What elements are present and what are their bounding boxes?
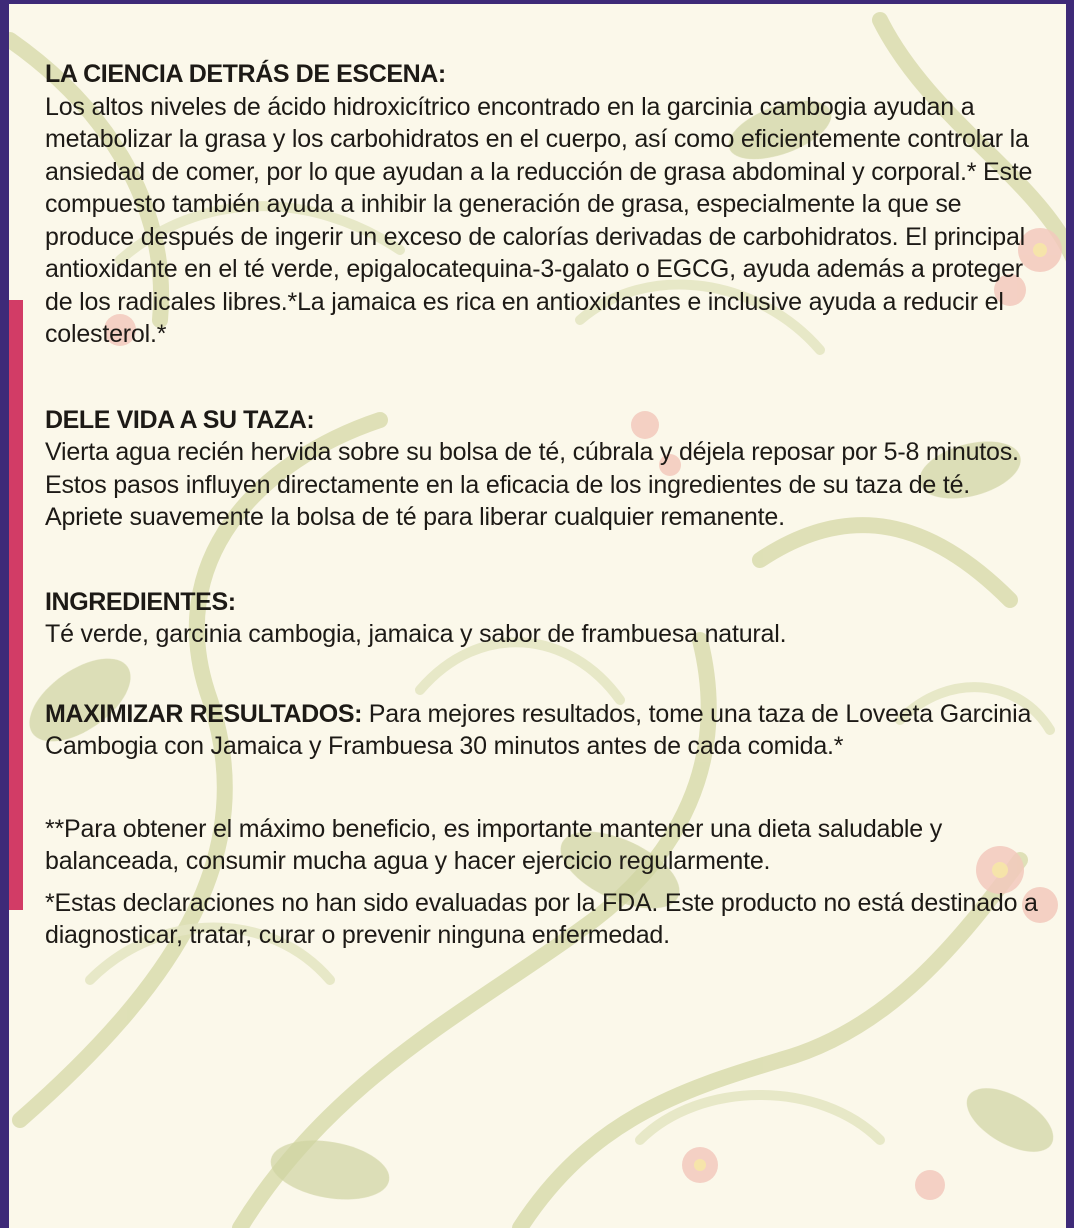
fda-disclaimer-text: *Estas declaraciones no han sido evaluadas por la FDA. Este producto no está destinado a diagnosticar, tratar, curar o prevenir ninguna enfermedad. (45, 888, 1038, 949)
maximize-section (45, 698, 1045, 763)
brewing-section (45, 404, 1045, 534)
maximize-body: Para mejores resultados, tome una taza de Loveeta Garcinia Cambogia con Jamaica y Frambuesa 30 minutos antes de cada comida.* (45, 699, 1032, 760)
benefit-note-text: **Para obtener el máximo beneficio, es importante mantener una dieta saludable y balanceada, consumir mucha agua y hacer ejercicio regularmente. (45, 814, 943, 875)
label-content (45, 58, 1045, 952)
ingredients-heading: INGREDIENTES: (45, 587, 236, 616)
ingredients-section (45, 586, 1045, 651)
fda-disclaimer (45, 887, 1045, 952)
maximize-paragraph (45, 698, 1045, 763)
science-body: Los altos niveles de ácido hidroxicítrico encontrado en la garcinia cambogia ayudan a metabolizar la grasa y los carbohidratos en el cuerpo, así como eficientemente controlar la ansiedad de comer, por lo que ayudan a la reducción de grasa abdominal y corporal.* Este compuesto también ayuda a inhibir la generación de grasa, especialmente la que se produce después de ingerir un exceso de calorías derivadas de carbohidratos. El principal antioxidante en el té verde, epigalocatequina-3-galato o EGCG, ayuda además a proteger de los radicales libres.*La jamaica es rica en antioxidantes e inclusive ayuda a reducir el colesterol.* (45, 92, 1033, 348)
brewing-heading: DELE VIDA A SU TAZA: (45, 405, 315, 434)
benefit-note (45, 813, 1045, 878)
pink-side-tab (9, 300, 23, 910)
science-section (45, 58, 1045, 351)
ingredients-body: Té verde, garcinia cambogia, jamaica y sabor de frambuesa natural. (45, 620, 787, 648)
brewing-body: Vierta agua recién hervida sobre su bolsa de té, cúbrala y déjela reposar por 5-8 minutos. Estos pasos influyen directamente en la eficacia de los ingredientes de su taza de té. Apriete suavemente la bolsa de té para liberar cualquier remanente. (45, 438, 1019, 531)
science-heading: LA CIENCIA DETRÁS DE ESCENA: (45, 60, 446, 88)
maximize-heading: MAXIMIZAR RESULTADOS: (45, 699, 363, 728)
